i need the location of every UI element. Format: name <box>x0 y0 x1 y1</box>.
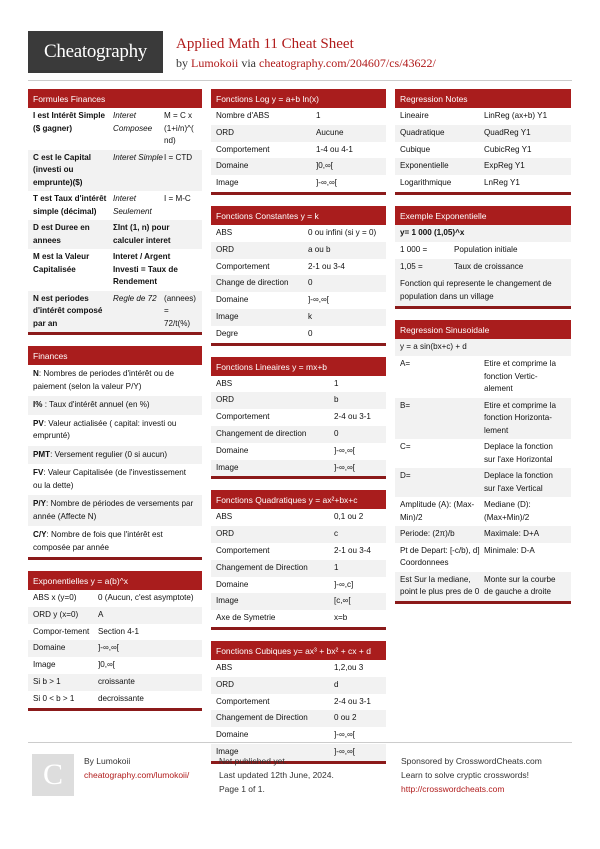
table-cell: I = CTD <box>164 152 193 162</box>
table-cell: 0 ou infini (si y = 0) <box>308 227 377 237</box>
author-link[interactable]: Lumokoii <box>191 56 239 70</box>
definition: : Nombre de périodes de versements par année (Affecte N) <box>33 499 194 521</box>
table-cell: x=b <box>334 613 348 623</box>
author-avatar[interactable] <box>32 754 74 796</box>
formula-row <box>395 339 571 356</box>
table-cell: Image <box>216 746 239 756</box>
by-label: By <box>84 756 94 766</box>
table-row <box>395 543 571 572</box>
table-cell: ]-∞,∞[ <box>334 462 355 472</box>
via-label: via <box>241 56 257 70</box>
logo-text: Cheatography <box>44 41 147 62</box>
table-cell: C est le Capital (investi ou emprunte)($) <box>33 152 92 187</box>
table-cell: CubicReg Y1 <box>484 144 532 154</box>
table-cell: ORD <box>216 679 234 689</box>
table-cell: ΣInt (1, n) pour calculer interet <box>113 223 171 245</box>
section-finances <box>28 346 202 560</box>
table-cell: Domaine <box>216 445 249 455</box>
term: P/Y <box>33 499 47 508</box>
table-row <box>28 150 202 192</box>
table-cell: ]-∞,∞[ <box>334 445 355 455</box>
table-row <box>28 674 202 691</box>
table-row <box>28 108 202 150</box>
table-cell: 1 <box>334 378 339 388</box>
table-cell: M est la Valeur Capitalisée <box>33 252 90 274</box>
table-row <box>211 108 386 125</box>
table-cell: M = C x (1+i/n)^( nd) <box>164 111 194 145</box>
formula: y = a sin(bx+c) + d <box>400 342 467 352</box>
definition: : Nombres de periodes d'intérêt ou de paiement (selon la valeur P/Y) <box>33 369 175 391</box>
section-exponentielles <box>28 571 202 711</box>
section-fonctions-cubiques <box>211 641 386 764</box>
table-cell: 1 <box>316 111 321 120</box>
table-row <box>28 657 202 674</box>
list-item <box>28 365 202 396</box>
table-cell: Comportement <box>216 261 270 271</box>
table-row <box>211 275 386 292</box>
table-cell: Deplace la fonction sur l'axe Horizontal <box>484 442 553 464</box>
table-cell: Aucune <box>316 127 344 137</box>
header <box>176 36 436 71</box>
table-cell: I = M-C <box>164 194 191 203</box>
table-row <box>211 610 386 627</box>
section-regression-sinusoidale <box>395 320 571 604</box>
footer-author-name[interactable]: Lumokoii <box>96 756 131 766</box>
table-cell: 1,05 = <box>400 261 423 271</box>
table-row <box>211 326 386 343</box>
table-cell: Si 0 < b > 1 <box>33 693 75 703</box>
table-row <box>211 259 386 276</box>
table-cell: Axe de Symetrie <box>216 613 276 623</box>
table-cell: ORD <box>216 127 234 137</box>
table-cell: LnReg Y1 <box>484 178 520 188</box>
table-cell: ]-∞,c] <box>334 579 354 589</box>
term: PV <box>33 418 44 428</box>
table-cell: 0 <box>334 428 339 438</box>
table-cell: Comportement <box>216 412 270 422</box>
table-cell: Minimale: D-A <box>484 545 535 555</box>
table-cell: ]-∞,∞[ <box>316 178 337 188</box>
section-title: Fonctions Constantes y = k <box>211 206 386 225</box>
section-title: Fonctions Cubiques y= ax³ + bx² + cx + d <box>211 641 386 660</box>
table-cell: Mediane (D): (Max+Min)/2 <box>484 500 531 522</box>
table-cell: Regle de 72 <box>113 293 157 303</box>
table-cell: [c,∞[ <box>334 596 351 606</box>
table-row <box>211 409 386 426</box>
table-cell: 0 ou 2 <box>334 713 357 723</box>
table-cell: 0,1 ou 2 <box>334 512 364 522</box>
column-3 <box>395 89 571 615</box>
by-label: by <box>176 56 188 70</box>
column-2 <box>211 89 386 775</box>
table-row <box>28 249 202 291</box>
table-cell: Image <box>216 462 239 472</box>
table-cell: Cubique <box>400 144 431 154</box>
table-row <box>211 125 386 142</box>
page-number: Page 1 of 1. <box>219 784 265 794</box>
table-row <box>211 175 386 192</box>
table-row <box>395 142 571 159</box>
table-row <box>211 710 386 727</box>
table-cell: Interet / Argent Investi = Taux de Rendement <box>113 252 178 286</box>
table-cell: ExpReg Y1 <box>484 161 525 171</box>
table-row <box>395 439 571 468</box>
table-cell: Monte sur la courbe de gauche a droite <box>484 574 556 597</box>
table-cell: Domaine <box>33 643 66 653</box>
table-cell: croissante <box>98 676 135 686</box>
table-cell: (annees) = 72/t(%) <box>164 293 196 328</box>
section-title: Finances <box>28 346 202 365</box>
table-cell: ]-∞,∞[ <box>334 730 355 740</box>
table-cell: 0 <box>308 328 313 338</box>
table-cell: Interet Simple <box>113 152 163 162</box>
section-regression-notes <box>395 89 571 195</box>
table-cell: Amplitude (A): (Max-Min)/2 <box>400 500 475 522</box>
table-cell: Interet Seulement <box>113 194 152 216</box>
table-cell: Image <box>216 178 239 188</box>
table-row <box>395 108 571 125</box>
term: N <box>33 369 39 378</box>
sponsor-link[interactable]: http://crosswordcheats.com <box>401 784 505 794</box>
table-row <box>211 376 386 393</box>
table-row <box>211 242 386 259</box>
table-cell: Maximale: D+A <box>484 529 540 539</box>
table-cell: N est periodes d'intérêt composé par an <box>33 293 103 328</box>
section-formules-finances <box>28 89 202 335</box>
table-cell: A <box>98 609 104 619</box>
section-title: Exemple Exponentielle <box>395 206 571 225</box>
table-cell: 1 000 = <box>400 244 428 254</box>
section-title: Fonctions Quadratiques y = ax²+bx+c <box>211 490 386 509</box>
table-cell: Comportement <box>216 545 270 555</box>
table-cell: Pt de Depart: [-c/b), d] Coordonnees <box>400 545 480 568</box>
table-row <box>211 509 386 526</box>
definition: : Nombre de fois que l'intérêt est composée par année <box>33 530 163 552</box>
table-cell: Changement de Direction <box>216 713 308 723</box>
list-item <box>28 446 202 465</box>
table-cell: C= <box>400 442 411 452</box>
sponsor-name[interactable]: CrosswordCheats.com <box>455 756 542 766</box>
table-cell: QuadReg Y1 <box>484 127 531 137</box>
term: I% <box>33 400 43 409</box>
table-cell: Logarithmique <box>400 178 452 188</box>
footer-sponsor <box>401 754 542 796</box>
table-row <box>395 242 571 259</box>
table-cell: ORD <box>216 529 234 539</box>
table-cell: D est Duree en annees <box>33 223 90 245</box>
footer-divider <box>28 742 572 743</box>
term: PMT <box>33 449 51 459</box>
sponsor-label: Sponsored by <box>401 756 454 766</box>
section-title: Formules Finances <box>28 89 202 108</box>
table-cell: T est Taux d'intérêt simple (décimal) <box>33 194 107 216</box>
table-cell: Interet Composee <box>113 111 153 133</box>
section-title: Regression Sinusoidale <box>395 320 571 339</box>
table-cell: ]0,∞[ <box>316 161 334 171</box>
table-row <box>211 142 386 159</box>
cheatography-logo[interactable] <box>28 31 163 73</box>
section-fonctions-log <box>211 89 386 195</box>
sheet-url-link[interactable]: cheatography.com/204607/cs/43622/ <box>259 56 436 70</box>
last-updated: Last updated 12th June, 2024. <box>219 770 334 780</box>
table-row <box>211 392 386 409</box>
table-row <box>395 526 571 543</box>
formula-row <box>395 225 571 242</box>
table-row <box>395 175 571 192</box>
avatar-letter: C <box>42 758 63 791</box>
table-cell: Periode: (2π)/b <box>400 529 455 539</box>
table-row <box>211 677 386 694</box>
table-cell: 2-1 ou 3-4 <box>308 261 345 271</box>
table-cell: ]-∞,∞[ <box>308 295 329 305</box>
column-1 <box>28 89 202 722</box>
table-cell: Si b > 1 <box>33 676 61 686</box>
table-cell: ABS <box>216 512 233 522</box>
author-profile-link[interactable]: cheatography.com/lumokoii/ <box>84 770 190 780</box>
table-cell: B= <box>400 400 411 410</box>
table-cell: Deplace la fonction sur l'axe Vertical <box>484 471 553 493</box>
table-row <box>28 291 202 333</box>
table-cell: ABS <box>216 378 233 388</box>
table-row <box>211 660 386 677</box>
byline <box>176 56 436 71</box>
table-cell: 1-4 ou 4-1 <box>316 144 353 154</box>
table-cell: 2-4 ou 3-1 <box>334 412 371 422</box>
section-title: Regression Notes <box>395 89 571 108</box>
table-cell: Population initiale <box>454 244 518 254</box>
table-row <box>395 398 571 440</box>
list-item <box>28 495 202 526</box>
definition: : Taux d'intérêt annuel (en %) <box>42 400 150 409</box>
table-cell: Nombre d'ABS <box>216 111 270 120</box>
table-row <box>28 220 202 249</box>
table-cell: Quadratique <box>400 127 445 137</box>
published-status: Not published yet. <box>219 756 288 766</box>
table-cell: Etire et comprime la fonction Horizonta-lement <box>484 400 556 435</box>
table-cell: Changement de Direction <box>216 562 308 572</box>
table-cell: ]-∞,∞[ <box>334 746 355 756</box>
section-fonctions-quadratiques <box>211 490 386 630</box>
footer-author <box>84 754 189 782</box>
table-row <box>28 640 202 657</box>
table-cell: d <box>334 679 339 689</box>
table-cell: Domaine <box>216 295 249 305</box>
table-row <box>211 292 386 309</box>
table-cell: Est Sur la mediane, point le plus pres de 0 <box>400 574 480 597</box>
table-cell: ORD y (x=0) <box>33 609 79 619</box>
table-cell: k <box>308 311 313 321</box>
table-cell: Etire et comprime la fonction Vertic-alement <box>484 359 556 394</box>
table-cell: b <box>334 395 339 405</box>
table-cell: Comportement <box>216 696 270 706</box>
section-title: Fonctions Log y = a+b ln(x) <box>211 89 386 108</box>
table-cell: Compor-tement <box>33 626 90 636</box>
table-cell: ABS x (y=0) <box>33 593 77 602</box>
table-cell: LinReg (ax+b) Y1 <box>484 111 548 120</box>
table-row <box>395 468 571 497</box>
table-row <box>395 259 571 276</box>
table-cell: Image <box>33 660 56 670</box>
section-exemple-exponentielle <box>395 206 571 309</box>
list-item <box>28 464 202 495</box>
table-row <box>28 691 202 708</box>
table-cell: Section 4-1 <box>98 626 139 636</box>
note: Fonction qui represente le changement de population dans un village <box>395 275 571 306</box>
formula: y= 1 000 (1,05)^x <box>400 227 465 237</box>
table-cell: ]0,∞[ <box>98 660 116 670</box>
section-title: Fonctions Lineaires y = mx+b <box>211 357 386 376</box>
table-cell: Domaine <box>216 161 249 171</box>
table-cell: c <box>334 529 339 539</box>
definition: : Valeur Capitalisée (de l'investissement ou la dette) <box>33 468 186 490</box>
table-row <box>211 560 386 577</box>
section-title: Exponentielles y = a(b)^x <box>28 571 202 590</box>
table-cell: a ou b <box>308 244 331 254</box>
section-fonctions-lineaires <box>211 357 386 480</box>
list-item <box>28 526 202 557</box>
table-cell: ORD <box>216 244 234 254</box>
table-cell: ]-∞,∞[ <box>98 643 119 653</box>
table-cell: ABS <box>216 662 233 672</box>
table-row <box>211 543 386 560</box>
definition: : Valeur actialisée ( capital: investi ou emprunté) <box>33 418 177 440</box>
table-cell: A= <box>400 359 411 369</box>
table-row <box>211 158 386 175</box>
table-cell: Domaine <box>216 730 249 740</box>
table-row <box>211 309 386 326</box>
table-cell: Exponentielle <box>400 161 449 171</box>
table-cell: 0 <box>308 278 313 288</box>
table-cell: Taux de croissance <box>454 261 524 271</box>
table-row <box>28 191 202 220</box>
table-row <box>211 460 386 477</box>
table-row <box>28 607 202 624</box>
table-cell: ORD <box>216 395 234 405</box>
table-cell: Comportement <box>216 144 270 154</box>
table-row <box>395 497 571 526</box>
table-cell: ABS <box>216 227 233 237</box>
table-cell: Change de direction <box>216 278 289 288</box>
table-row <box>211 694 386 711</box>
table-cell: 2-4 ou 3-1 <box>334 696 371 706</box>
table-cell: 0 (Aucun, c'est asymptote) <box>98 593 194 602</box>
table-cell: decroissante <box>98 693 144 703</box>
table-cell: D= <box>400 471 411 481</box>
definition: : Versement regulier (0 si aucun) <box>50 449 168 459</box>
term: C/Y <box>33 530 47 539</box>
table-row <box>211 526 386 543</box>
table-cell: 1 <box>334 562 339 572</box>
page-title: Applied Math 11 Cheat Sheet <box>176 36 354 52</box>
table-row <box>395 572 571 601</box>
sponsor-tagline: Learn to solve cryptic crosswords! <box>401 770 530 780</box>
table-cell: 1,2,ou 3 <box>334 662 364 672</box>
table-cell: Degre <box>216 328 239 338</box>
table-row <box>28 590 202 607</box>
table-row <box>28 624 202 641</box>
header-divider <box>28 80 572 81</box>
table-row <box>395 125 571 142</box>
table-row <box>395 158 571 175</box>
list-item <box>28 396 202 415</box>
table-cell: 2-1 ou 3-4 <box>334 545 371 555</box>
table-cell: Lineaire <box>400 111 429 120</box>
table-row <box>211 443 386 460</box>
table-cell: Image <box>216 596 239 606</box>
table-row <box>395 356 571 398</box>
section-fonctions-constantes <box>211 206 386 346</box>
table-row <box>211 577 386 594</box>
table-row <box>211 225 386 242</box>
list-item <box>28 415 202 446</box>
footer-status <box>219 754 334 796</box>
table-cell: Image <box>216 311 239 321</box>
table-row <box>211 426 386 443</box>
table-row <box>211 593 386 610</box>
term: FV <box>33 468 44 477</box>
table-cell: Changement de direction <box>216 428 307 438</box>
table-cell: Domaine <box>216 579 249 589</box>
table-cell: I est Intérêt Simple ($ gagner) <box>33 111 105 133</box>
